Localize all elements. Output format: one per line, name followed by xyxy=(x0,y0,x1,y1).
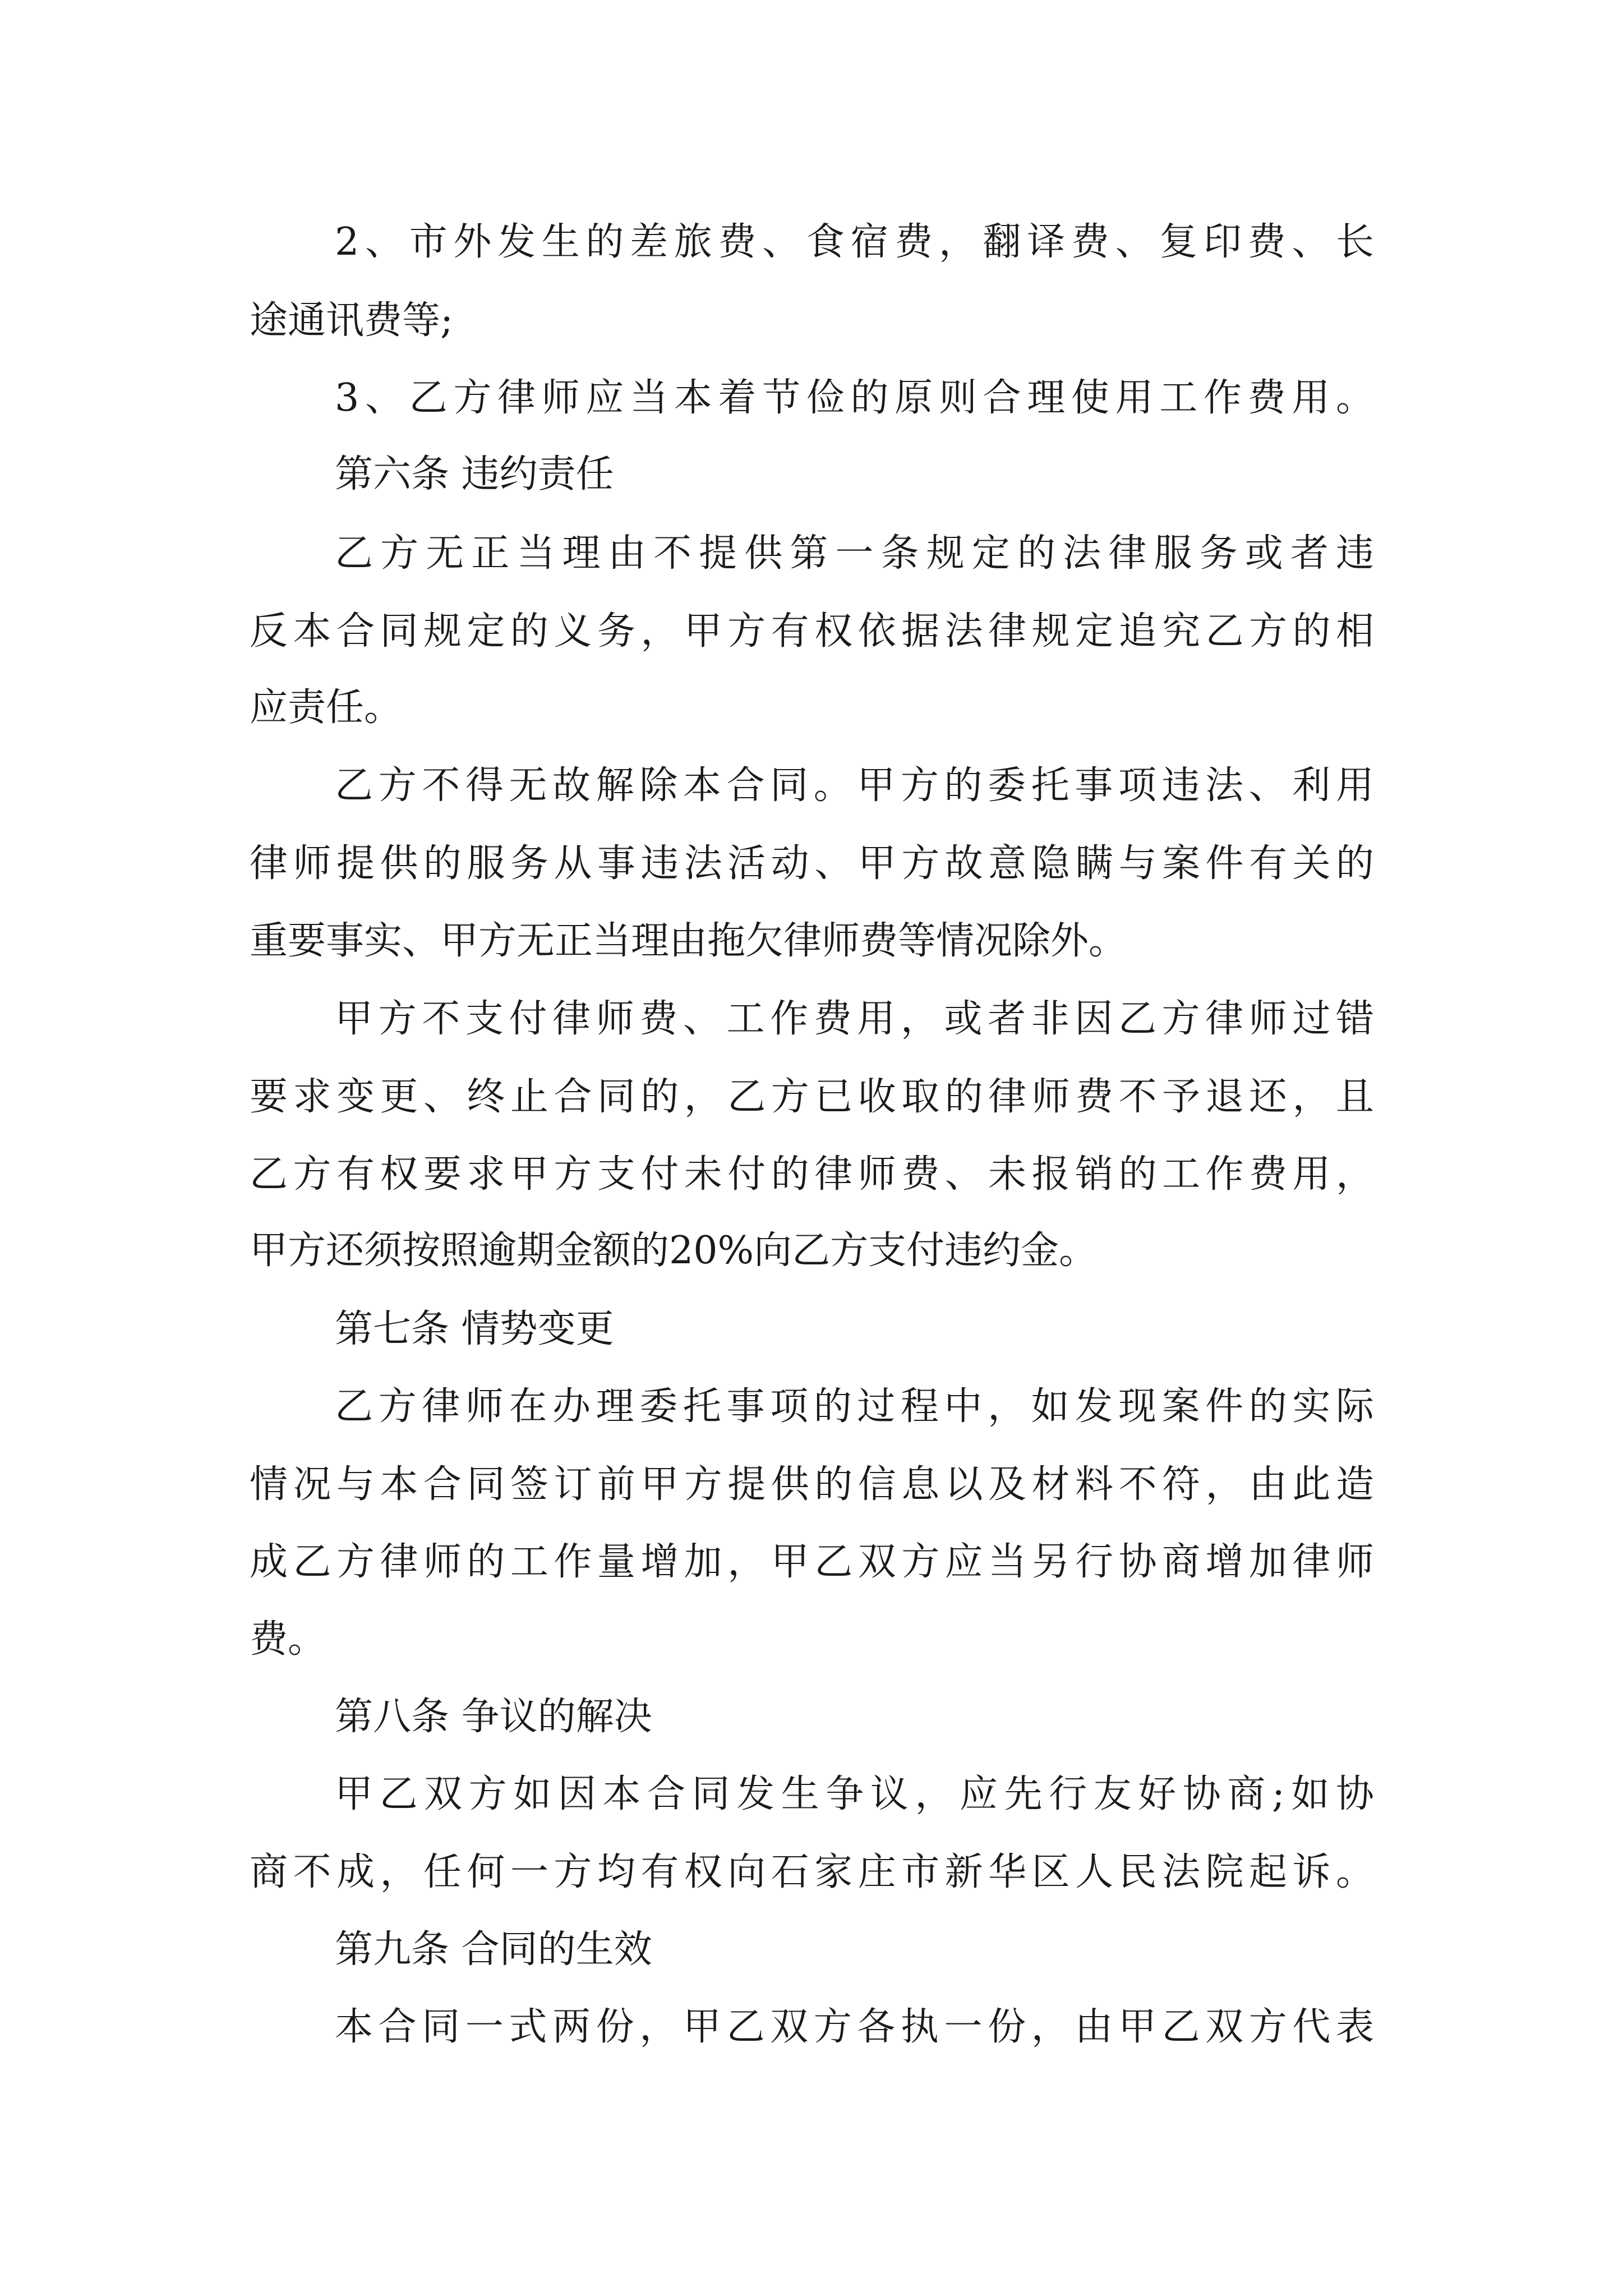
text-line: 乙方律师在办理委托事项的过程中，如发现案件的实际 xyxy=(335,1384,1374,1429)
text-line: 本合同一式两份，甲乙双方各执一份，由甲乙双方代表 xyxy=(335,2005,1374,2049)
text-line: 情况与本合同签订前甲方提供的信息以及材料不符，由此造 xyxy=(250,1462,1374,1507)
text-line: 律师提供的服务从事违法活动、甲方故意隐瞒与案件有关的 xyxy=(250,841,1374,886)
text-line: 3、乙方律师应当本着节俭的原则合理使用工作费用。 xyxy=(335,376,1374,420)
text-line: 乙方不得无故解除本合同。甲方的委托事项违法、利用 xyxy=(335,763,1374,808)
section-heading: 第七条 情势变更 xyxy=(335,1307,614,1351)
text-line: 费。 xyxy=(250,1617,326,1662)
section-heading: 第八条 争议的解决 xyxy=(335,1695,652,1739)
text-line: 甲方还须按照逾期金额的20%向乙方支付违约金。 xyxy=(250,1228,1098,1273)
text-line: 反本合同规定的义务，甲方有权依据法律规定追究乙方的相 xyxy=(250,609,1374,654)
text-line: 乙方有权要求甲方支付未付的律师费、未报销的工作费用， xyxy=(250,1152,1374,1197)
text-line: 要求变更、终止合同的，乙方已收取的律师费不予退还，且 xyxy=(250,1075,1374,1119)
section-heading: 第六条 违约责任 xyxy=(335,452,614,496)
text-line: 乙方无正当理由不提供第一条规定的法律服务或者违 xyxy=(335,531,1374,576)
text-line: 甲方不支付律师费、工作费用，或者非因乙方律师过错 xyxy=(335,997,1374,1041)
text-line: 成乙方律师的工作量增加，甲乙双方应当另行协商增加律师 xyxy=(250,1540,1374,1584)
text-line: 途通讯费等; xyxy=(250,298,453,343)
text-line: 2、市外发生的差旅费、食宿费，翻译费、复印费、长 xyxy=(335,220,1374,264)
text-line: 商不成，任何一方均有权向石家庄市新华区人民法院起诉。 xyxy=(250,1850,1374,1894)
text-line: 应责任。 xyxy=(250,685,403,730)
text-line: 甲乙双方如因本合同发生争议，应先行友好协商;如协 xyxy=(335,1772,1374,1816)
section-heading: 第九条 合同的生效 xyxy=(335,1927,652,1972)
text-line: 重要事实、甲方无正当理由拖欠律师费等情况除外。 xyxy=(250,919,1127,963)
